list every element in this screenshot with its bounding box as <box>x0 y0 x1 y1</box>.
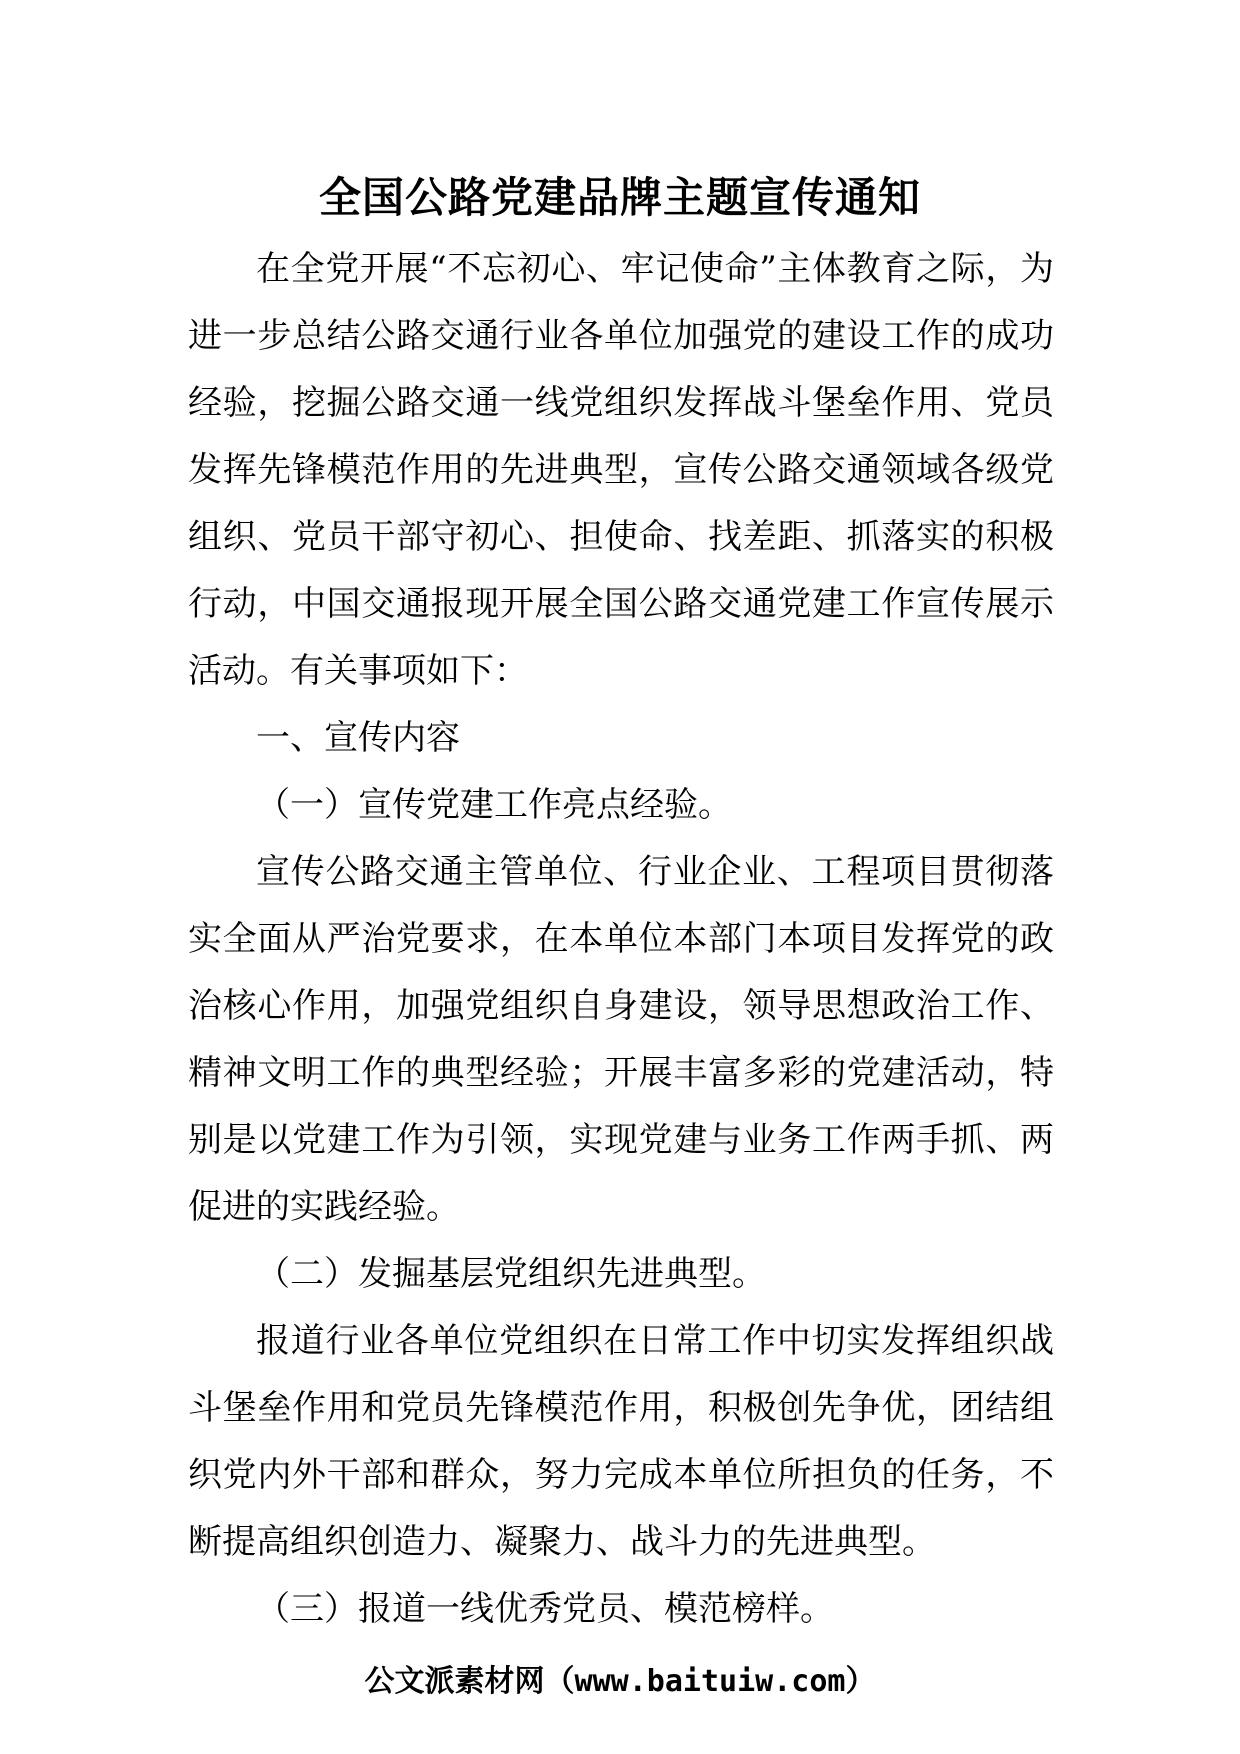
footer-url: （www.baituiw.com） <box>544 1664 876 1699</box>
document-body <box>188 236 1054 1643</box>
paragraph-intro: 在全党开展“不忘初心、牢记使命”主体教育之际，为进一步总结公路交通行业各单位加强党的建设工作的成功经验，挖掘公路交通一线党组织发挥战斗堡垒作用、党员发挥先锋模范作用的先进典型，宣传公路交通领域各级党组织、党员干部守初心、担使命、找差距、抓落实的积极行动，中国交通报现开展全国公路交通党建工作宣传展示活动。有关事项如下： <box>188 249 1054 691</box>
subsection-heading: （一）宣传党建工作亮点经验。 <box>256 785 732 825</box>
subsection-heading: （三）报道一线优秀党员、模范榜样。 <box>256 1589 834 1629</box>
document-title: 全国公路党建品牌主题宣传通知 <box>318 173 921 222</box>
paragraph: 报道行业各单位党组织在日常工作中切实发挥组织战斗堡垒作用和党员先锋模范作用，积极创先争优，团结组织党内外干部和群众，努力完成本单位所担负的任务，不断提高组织创造力、凝聚力、战斗力的先进典型。 <box>188 1321 1054 1562</box>
paragraph: 宣传公路交通主管单位、行业企业、工程项目贯彻落实全面从严治党要求，在本单位本部门本项目发挥党的政治核心作用，加强党组织自身建设，领导思想政治工作、精神文明工作的典型经验；开展丰富多彩的党建活动，特别是以党建工作为引领，实现党建与业务工作两手抓、两促进的实践经验。 <box>188 852 1054 1227</box>
footer-site-name: 公文派素材网 <box>364 1664 545 1699</box>
footer-watermark <box>0 1660 1240 1704</box>
section-heading: 一、宣传内容 <box>256 718 460 758</box>
subsection-heading: （二）发掘基层党组织先进典型。 <box>256 1254 766 1294</box>
